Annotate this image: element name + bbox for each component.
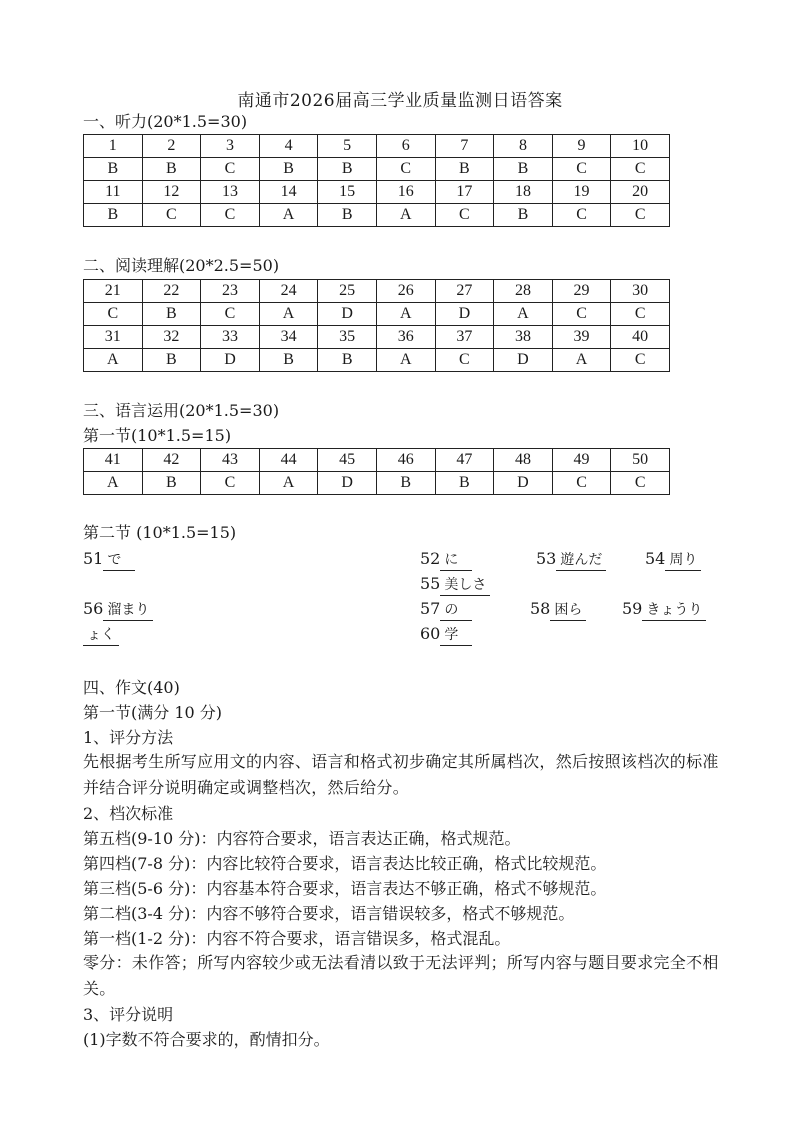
answer-cell: C <box>376 158 435 181</box>
reading-answer-table <box>83 279 670 372</box>
question-number-cell: 25 <box>318 280 377 303</box>
answer-cell: C <box>201 472 260 495</box>
answer-cell: C <box>552 303 611 326</box>
zero-score-text: 零分：未作答；所写内容较少或无法看清以致于无法评判；所写内容与题目要求完全不相关。 <box>83 953 719 998</box>
scoring-method-heading: 1、评分方法 <box>83 728 174 747</box>
answer-cell: C <box>201 303 260 326</box>
answer-cell: B <box>494 158 553 181</box>
answer-cell: D <box>318 472 377 495</box>
fill-answer-52: 52 に <box>420 548 472 571</box>
answer-cell: B <box>84 158 143 181</box>
question-number-cell: 50 <box>611 449 670 472</box>
question-number-cell: 44 <box>259 449 318 472</box>
answer-cell: D <box>201 349 260 372</box>
question-number-cell: 40 <box>611 326 670 349</box>
grade-standards-heading: 2、档次标准 <box>83 804 174 823</box>
question-number-row <box>84 449 670 472</box>
answer-cell: A <box>259 472 318 495</box>
question-number-cell: 9 <box>552 135 611 158</box>
question-number-cell: 14 <box>259 181 318 204</box>
question-number-cell: 19 <box>552 181 611 204</box>
writing-section1-heading: 第一节(满分 10 分) <box>83 703 223 722</box>
fill-answer-59: 59 きょうり <box>622 598 706 621</box>
question-number-cell: 43 <box>201 449 260 472</box>
question-number-cell: 26 <box>376 280 435 303</box>
question-number-cell: 36 <box>376 326 435 349</box>
answer-cell: B <box>259 349 318 372</box>
grade-level-2: 第二档(3-4 分)：内容不够符合要求，语言错误较多，格式不够规范。 <box>83 904 575 923</box>
question-number-cell: 17 <box>435 181 494 204</box>
answer-cell: C <box>552 204 611 227</box>
question-number-cell: 7 <box>435 135 494 158</box>
answer-cell: C <box>84 303 143 326</box>
question-number-cell: 42 <box>142 449 201 472</box>
question-number-row <box>84 326 670 349</box>
answer-cell: C <box>611 349 670 372</box>
fill-answer-54: 54 周り <box>645 548 701 571</box>
answer-cell: A <box>376 349 435 372</box>
question-number-cell: 49 <box>552 449 611 472</box>
question-number-cell: 41 <box>84 449 143 472</box>
answer-cell: A <box>376 303 435 326</box>
question-number-cell: 38 <box>494 326 553 349</box>
fill-answer-53: 53 遊んだ <box>536 548 606 571</box>
language-heading: 三、语言运用(20*1.5=30) <box>83 401 280 420</box>
page-title: 南通市2026届高三学业质量监测日语答案 <box>237 91 563 111</box>
grade-level-1: 第一档(1-2 分)：内容不符合要求，语言错误多，格式混乱。 <box>83 929 511 948</box>
reading-heading: 二、阅读理解(20*2.5=50) <box>83 256 280 275</box>
answer-cell: B <box>318 349 377 372</box>
question-number-cell: 1 <box>84 135 143 158</box>
question-number-row <box>84 181 670 204</box>
answer-cell: B <box>84 204 143 227</box>
question-number-cell: 39 <box>552 326 611 349</box>
question-number-cell: 20 <box>611 181 670 204</box>
language-section2-heading: 第二节 (10*1.5=15) <box>83 523 237 542</box>
question-number-cell: 21 <box>84 280 143 303</box>
question-number-cell: 16 <box>376 181 435 204</box>
answer-cell: A <box>259 204 318 227</box>
answer-cell: B <box>259 158 318 181</box>
answer-row <box>84 472 670 495</box>
answer-cell: A <box>494 303 553 326</box>
question-number-cell: 29 <box>552 280 611 303</box>
question-number-cell: 24 <box>259 280 318 303</box>
scoring-note-1: (1)字数不符合要求的，酌情扣分。 <box>83 1030 330 1049</box>
question-number-cell: 4 <box>259 135 318 158</box>
scoring-notes-heading: 3、评分说明 <box>83 1005 174 1024</box>
answer-cell: B <box>435 472 494 495</box>
question-number-cell: 18 <box>494 181 553 204</box>
answer-row <box>84 303 670 326</box>
answer-cell: C <box>201 158 260 181</box>
fill-answer-59-continued: ょく <box>83 623 119 646</box>
question-number-cell: 45 <box>318 449 377 472</box>
question-number-cell: 12 <box>142 181 201 204</box>
fill-answer-57: 57 の <box>420 598 472 621</box>
listening-answer-table <box>83 134 670 227</box>
question-number-cell: 6 <box>376 135 435 158</box>
question-number-cell: 37 <box>435 326 494 349</box>
answer-cell: A <box>259 303 318 326</box>
question-number-row <box>84 135 670 158</box>
fill-answer-58: 58 困ら <box>530 598 586 621</box>
answer-cell: C <box>611 158 670 181</box>
grade-level-5: 第五档(9-10 分)：内容符合要求，语言表达正确，格式规范。 <box>83 829 521 848</box>
language-answer-table <box>83 448 670 495</box>
question-number-cell: 34 <box>259 326 318 349</box>
answer-cell: D <box>494 349 553 372</box>
answer-row <box>84 158 670 181</box>
scoring-method-text: 先根据考生所写应用文的内容、语言和格式初步确定其所属档次，然后按照该档次的标准并结合评分说明确定或调整档次，然后给分。 <box>83 752 719 797</box>
answer-cell: B <box>142 303 201 326</box>
answer-cell: C <box>611 303 670 326</box>
grade-level-4: 第四档(7-8 分)：内容比较符合要求，语言表达比较正确，格式比较规范。 <box>83 854 607 873</box>
question-number-cell: 46 <box>376 449 435 472</box>
question-number-cell: 35 <box>318 326 377 349</box>
question-number-cell: 47 <box>435 449 494 472</box>
answer-cell: C <box>435 349 494 372</box>
answer-cell: B <box>318 158 377 181</box>
answer-cell: B <box>142 349 201 372</box>
fill-answer-56: 56 溜まり <box>83 598 153 621</box>
answer-cell: A <box>84 472 143 495</box>
answer-cell: C <box>552 158 611 181</box>
question-number-cell: 22 <box>142 280 201 303</box>
answer-cell: B <box>435 158 494 181</box>
question-number-row <box>84 280 670 303</box>
question-number-cell: 2 <box>142 135 201 158</box>
answer-cell: B <box>142 472 201 495</box>
question-number-cell: 15 <box>318 181 377 204</box>
answer-cell: C <box>552 472 611 495</box>
answer-cell: C <box>611 472 670 495</box>
answer-cell: A <box>552 349 611 372</box>
answer-row <box>84 349 670 372</box>
listening-heading: 一、听力(20*1.5=30) <box>83 112 248 131</box>
question-number-cell: 33 <box>201 326 260 349</box>
answer-cell: D <box>494 472 553 495</box>
answer-cell: C <box>201 204 260 227</box>
question-number-cell: 5 <box>318 135 377 158</box>
fill-answer-55: 55 美しさ <box>420 573 490 596</box>
answer-row <box>84 204 670 227</box>
answer-cell: B <box>376 472 435 495</box>
answer-cell: D <box>435 303 494 326</box>
answer-cell: B <box>494 204 553 227</box>
grade-level-3: 第三档(5-6 分)：内容基本符合要求，语言表达不够正确，格式不够规范。 <box>83 879 607 898</box>
fill-answer-60: 60 学 <box>420 623 472 646</box>
language-section1-heading: 第一节(10*1.5=15) <box>83 426 232 445</box>
answer-cell: C <box>142 204 201 227</box>
fill-answer-51: 51 で <box>83 548 135 571</box>
question-number-cell: 32 <box>142 326 201 349</box>
question-number-cell: 13 <box>201 181 260 204</box>
question-number-cell: 28 <box>494 280 553 303</box>
writing-heading: 四、作文(40) <box>83 678 180 697</box>
answer-cell: C <box>611 204 670 227</box>
question-number-cell: 31 <box>84 326 143 349</box>
question-number-cell: 30 <box>611 280 670 303</box>
question-number-cell: 11 <box>84 181 143 204</box>
question-number-cell: 3 <box>201 135 260 158</box>
answer-cell: B <box>318 204 377 227</box>
answer-cell: B <box>142 158 201 181</box>
question-number-cell: 23 <box>201 280 260 303</box>
answer-cell: A <box>84 349 143 372</box>
question-number-cell: 10 <box>611 135 670 158</box>
question-number-cell: 48 <box>494 449 553 472</box>
answer-cell: D <box>318 303 377 326</box>
question-number-cell: 8 <box>494 135 553 158</box>
answer-cell: A <box>376 204 435 227</box>
question-number-cell: 27 <box>435 280 494 303</box>
answer-cell: C <box>435 204 494 227</box>
